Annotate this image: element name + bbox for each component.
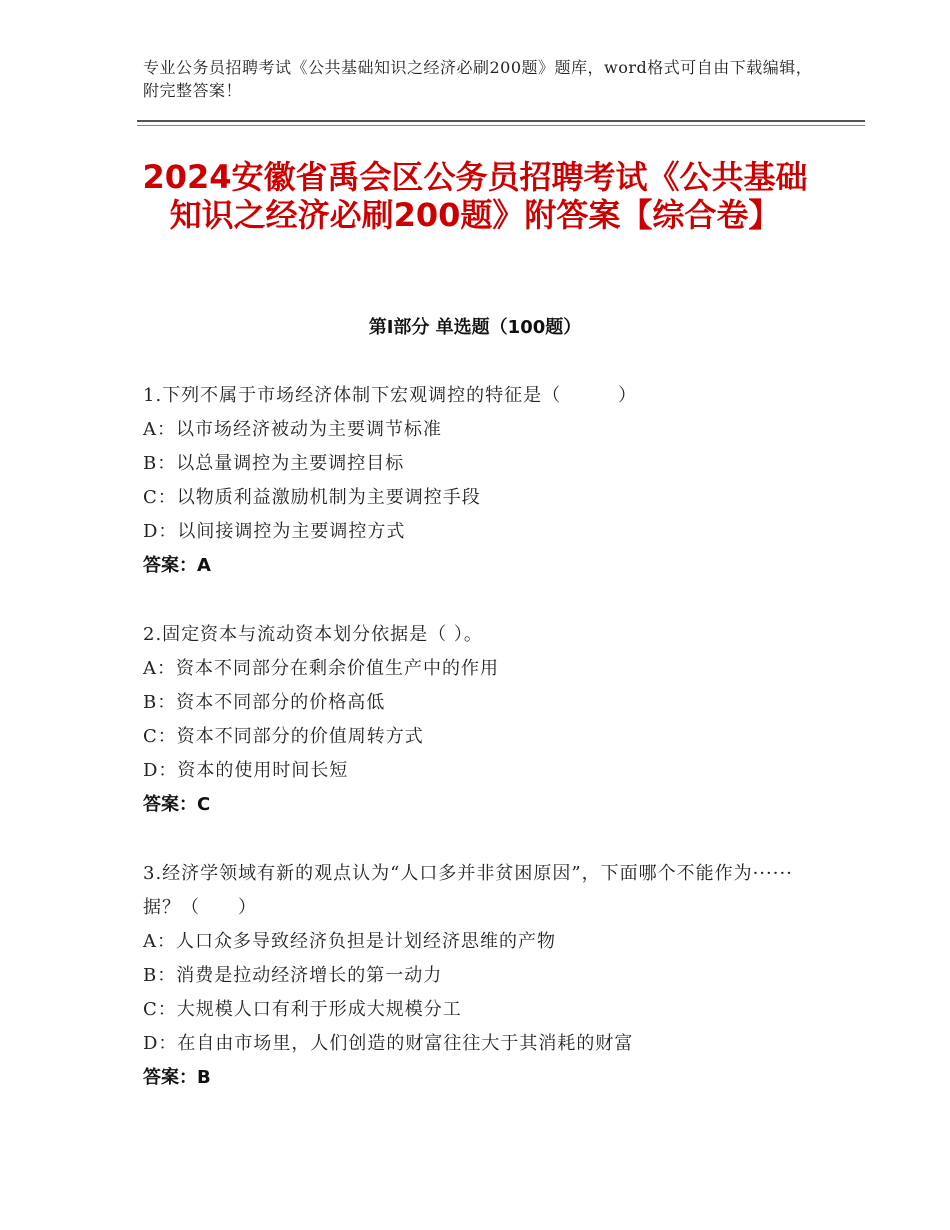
option-c: C：以物质利益激励机制为主要调控手段 xyxy=(143,487,481,508)
question-3 xyxy=(143,857,823,1095)
option-c: C：资本不同部分的价值周转方式 xyxy=(143,726,424,747)
option-a: A：人口众多导致经济负担是计划经济思维的产物 xyxy=(143,931,556,952)
option-a: A：以市场经济被动为主要调节标准 xyxy=(143,419,442,440)
question-1 xyxy=(143,379,823,583)
section-title: 第Ⅰ部分 单选题（100题） xyxy=(368,317,582,338)
answer: 答案：A xyxy=(143,555,211,576)
option-c: C：大规模人口有利于形成大规模分工 xyxy=(143,999,462,1020)
header-rule-thin xyxy=(137,125,865,126)
option-d: D：以间接调控为主要调控方式 xyxy=(143,521,406,542)
answer: 答案：B xyxy=(143,1067,211,1088)
option-b: B：以总量调控为主要调控目标 xyxy=(143,453,405,474)
header-rule-thick xyxy=(137,120,865,122)
question-stem: 2.固定资本与流动资本划分依据是（ ）。 xyxy=(143,624,483,645)
option-a: A：资本不同部分在剩余价值生产中的作用 xyxy=(143,658,499,679)
question-stem: 1.下列不属于市场经济体制下宏观调控的特征是（ ） xyxy=(143,385,638,406)
header-note: 专业公务员招聘考试《公共基础知识之经济必刷200题》题库，word格式可自由下载编辑，附完整答案！ xyxy=(143,58,813,100)
option-b: B：消费是拉动经济增长的第一动力 xyxy=(143,965,443,986)
question-stem: 3.经济学领域有新的观点认为“人口多并非贫困原因”，下面哪个不能作为······据？（ ） xyxy=(143,863,793,918)
question-2 xyxy=(143,618,823,822)
option-d: D：资本的使用时间长短 xyxy=(143,760,349,781)
option-b: B：资本不同部分的价格高低 xyxy=(143,692,386,713)
option-d: D：在自由市场里，人们创造的财富往往大于其消耗的财富 xyxy=(143,1033,634,1054)
answer: 答案：C xyxy=(143,794,211,815)
document-title: 2024安徽省禹会区公务员招聘考试《公共基础知识之经济必刷200题》附答案【综合卷】 xyxy=(142,158,808,234)
